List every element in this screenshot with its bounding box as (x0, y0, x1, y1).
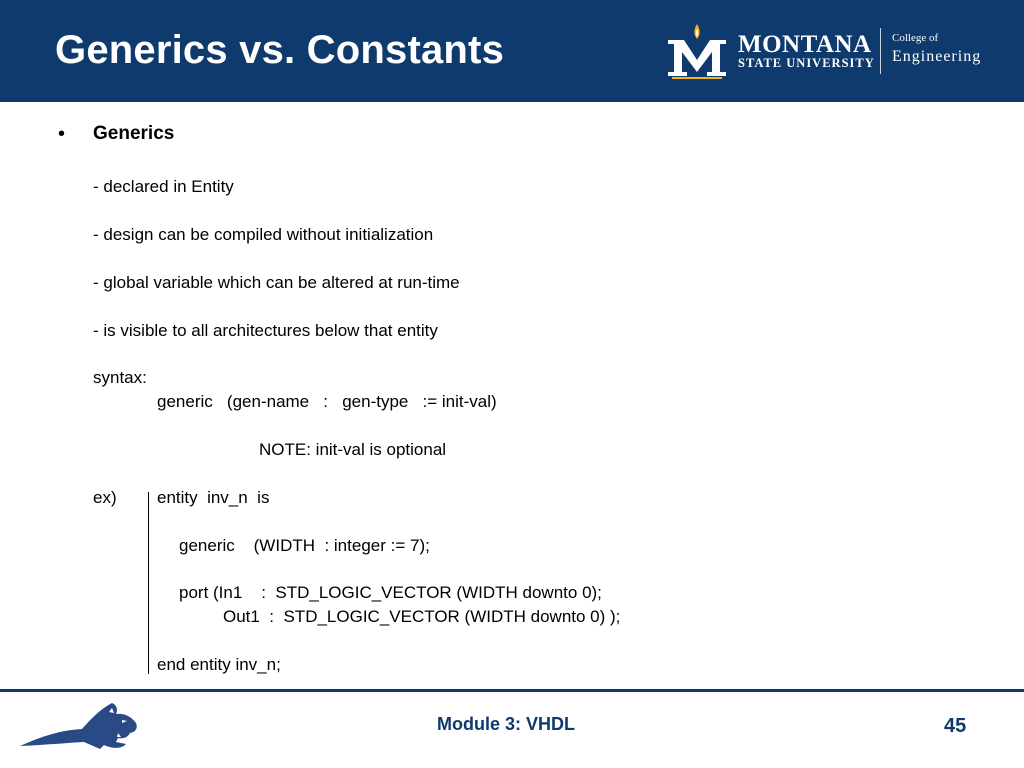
logo-college-of-text: College of (892, 32, 939, 44)
logo-divider (880, 28, 881, 74)
msu-m-logo-icon (664, 22, 730, 80)
logo-university-text: STATE UNIVERSITY (738, 56, 875, 70)
code-line: port (In1 : STD_LOGIC_VECTOR (WIDTH downto 0); (179, 583, 602, 602)
syntax-label: syntax: (93, 368, 147, 387)
text-line: - design can be compiled without initialization (93, 225, 434, 244)
footer-module-title: Module 3: VHDL (437, 714, 575, 734)
code-bracket-line (148, 492, 149, 674)
footer-rule (0, 689, 1024, 692)
text-line: - is visible to all architectures below that entity (93, 321, 438, 340)
logo-engineering-text: Engineering (892, 48, 982, 65)
bobcat-logo-icon (18, 696, 142, 754)
code-line: end entity inv_n; (157, 655, 281, 674)
bullet-marker: • (58, 123, 66, 145)
logo-montana-text: MONTANA (738, 31, 872, 58)
slide-page-number: 45 (944, 715, 967, 737)
header-bar (0, 0, 1024, 102)
syntax-code: generic (gen-name : gen-type := init-val) (157, 392, 497, 411)
note-text: NOTE: init-val is optional (259, 440, 447, 459)
text-line: - declared in Entity (93, 177, 234, 196)
university-logo (664, 22, 1014, 80)
section-heading: Generics (93, 123, 175, 144)
code-line: entity inv_n is (157, 488, 270, 507)
code-line: Out1 : STD_LOGIC_VECTOR (WIDTH downto 0) ); (223, 607, 621, 626)
slide-title: Generics vs. Constants (55, 28, 505, 72)
text-line: - global variable which can be altered at run-time (93, 273, 460, 292)
example-label: ex) (93, 488, 117, 507)
code-line: generic (WIDTH : integer := 7); (179, 536, 430, 555)
